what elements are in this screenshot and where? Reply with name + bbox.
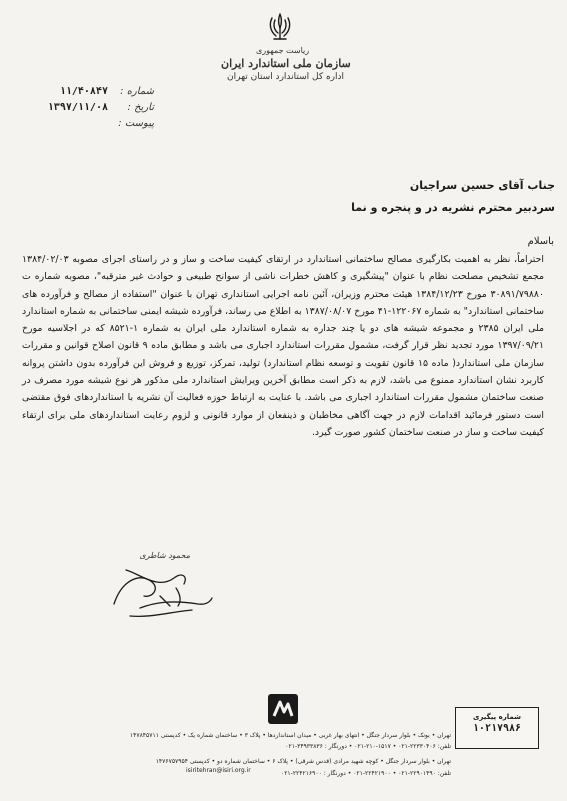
attachment-value	[34, 116, 108, 132]
signer-name: محمود شاطری	[139, 551, 190, 560]
body-paragraph: احتراماً، نظر به اهمیت بکارگیری مصالح ساختمانی استاندارد در ارتقای کیفیت ساخت و ساز و در راستای اجرای مصوبه ۱۳۸۴/۰۲/۰۳ مجمع تشخیص مصلحت نظام با عنوان "پیشگیری و کاهش خطرات ناشی از سوانح طبیعی و حوادث غیر مترقبه"، مصوبه شماره ت ۳۰۸۹۱/۷۹۸۸۰ مورخ ۱۳۸۴/۱۲/۲۳ هیئت محترم وزیران، آئین نامه اجرایی استانداری تهران با عنوان "استفاده از مصالح و فرآورده های ساختمانی استاندارد" به شماره ۱۲۲۰۶۷-۴۱ مورخ ۱۳۸۷/۰۸/۰۷ به اطلاع می رساند، فرآورده شیشه ایمنی ساختمانی به شماره استاندارد ملی ایران ۲۳۸۵ و مجموعه شیشه های دو یا چند جداره به شماره استاندارد ملی ایران به شماره ۱-۸۵۲۱ که در اجلاسیه مورخ ۱۳۹۷/۰۹/۲۱ مورد تجدید نظر قرار گرفت، مشمول مقررات استاندارد اجباری می باشد و مطابق ماده ۹ قانون اصلاح قوانین و مقررات سازمان ملی استاندارد( ماده ۱۵ قانون تقویت و توسعه نظام استاندارد) تولید، تمرکز، توزیع و فروش این فرآورده بدون داشتن پروانه کاربرد نشان استاندارد ممنوع می باشد، لازم به ذکر است مطابق آخرین ویرایش استاندارد ملی مذکور هر نوع شیشه مورد مصرف در صنعت ساختمان مشمول مقررات استاندارد اجباری می باشد. با عنایت به ارتباط حوزه فعالیت آن نشریه با استانداردهای فوق مقتضی است دستور فرمائید اقدامات لازم در جهت آگاهی مخاطبان و ذینفعان از موارد قانونی و لزوم رعایت استانداردهای ملی برای ارتقاء کیفیت ساخت و ساز در صنعت ساختمان کشور صورت گیرد.	[22, 254, 545, 438]
attachment-label: پیوست :	[118, 118, 154, 129]
header-line-organization: سازمان ملی استاندارد ایران	[221, 57, 351, 70]
salutation: باسلام	[527, 236, 554, 247]
footer-address-1: تهران • بونک • بلوار سردار جنگل • انتهای بهار غربی • میدان استانداردها • پلاک ۳ • ساختمان شماره یک • کدپستی ۱۴۷۸۴۵۷۱۱	[129, 732, 451, 739]
meta-labels	[108, 84, 154, 132]
meta-values	[34, 84, 108, 132]
date-value: ۱۳۹۷/۱۱/۰۸	[47, 102, 108, 113]
header-line-presidency: ریاست جمهوری	[256, 46, 310, 55]
date-label: تاریخ :	[127, 102, 154, 113]
recipient-name: جناب آقای حسین سراجیان	[409, 179, 555, 192]
recipient-title: سردبیر محترم نشریه در و پنجره و نما	[351, 201, 555, 214]
footer-address-2: تهران • بلوار سردار جنگل • کوچه شهید مرادی (قدس شرقی) • پلاک ۶ • ساختمان شماره دو • کدپستی ۱۴۷۶۷۵۷۹۵۴	[155, 758, 451, 765]
tracking-number: ۱۰۲۱۷۹۸۶	[472, 723, 522, 734]
iran-emblem-icon	[263, 10, 297, 44]
letter-body	[22, 251, 544, 441]
number-label: شماره :	[120, 86, 154, 97]
signature	[100, 560, 220, 630]
number-value: ۱۱/۴۰۸۴۷	[59, 86, 108, 97]
tracking-label: شماره پیگیری	[473, 713, 521, 721]
isiri-logo-icon	[266, 692, 300, 726]
tracking-number-stamp	[455, 707, 539, 749]
footer-phone-2: تلفن: ۲۲۹۰۱۴۹۰-۰۲۱ • ۲۲۴۲۱۹۰۰-۰۲۱ • دورنگار : ۲۲۴۲۱۶۹۰۰-۰۲۱	[280, 770, 451, 777]
header-line-department: اداره کل استاندارد استان تهران	[227, 72, 345, 82]
footer-phone-1: تلفن: ۲۲۳۳۰۴۰۶-۰۲۱ • ۱۵۱۷-۲۱۰-۰۲۱ • دورنگار : ۳۴۹۳۳۸۳۶-۰۲۱	[285, 743, 451, 750]
footer-website: isiritehran@isiri.org.ir	[186, 767, 251, 774]
